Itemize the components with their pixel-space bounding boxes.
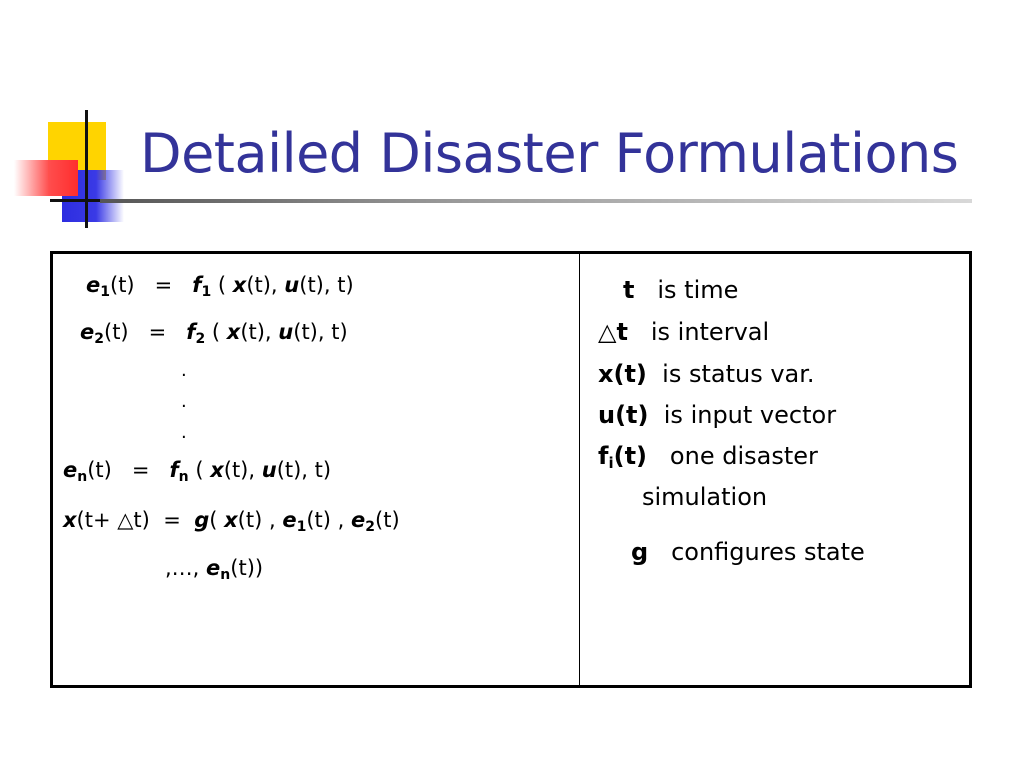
definition-f: $f_i(t)$ one disaster: [598, 442, 818, 472]
ellipsis-dot-2: .: [181, 391, 187, 412]
definition-x: x(t) is status var.: [598, 360, 815, 388]
equation-en: $e_n(t)$ = $f_n$ ( x(t), u(t), t): [63, 458, 332, 485]
equation-state-update-continued: ,…, $e_n(t)$): [165, 556, 264, 583]
delta-icon: △: [117, 508, 134, 532]
definition-u: u(t) is input vector: [598, 401, 837, 429]
formulation-table: [50, 251, 972, 688]
equation-state-update: x(t+ △t) = g( x(t) , $e_1(t)$ , $e_2(t)$: [63, 508, 400, 535]
definition-g: g configures state: [631, 538, 865, 566]
equation-e1: $e_1(t)$ = $f_1$ ( x(t), u(t), t): [86, 273, 354, 300]
definition-f-continued: simulation: [642, 483, 768, 511]
delta-icon: △: [598, 318, 617, 346]
definition-t: t is time: [623, 276, 739, 304]
ellipsis-dot-1: .: [181, 360, 187, 381]
equation-e2: $e_2(t)$ = $f_2$ ( x(t), u(t), t): [80, 320, 348, 347]
slide-logo: [0, 0, 150, 240]
definition-delta-t: △t is interval: [598, 318, 770, 346]
logo-red-square: [14, 160, 78, 196]
column-divider: [579, 254, 580, 685]
title-underline: [100, 199, 972, 203]
slide-title: Detailed Disaster Formulations: [140, 122, 959, 185]
logo-vertical-line: [85, 110, 88, 228]
ellipsis-dot-3: .: [181, 422, 187, 443]
